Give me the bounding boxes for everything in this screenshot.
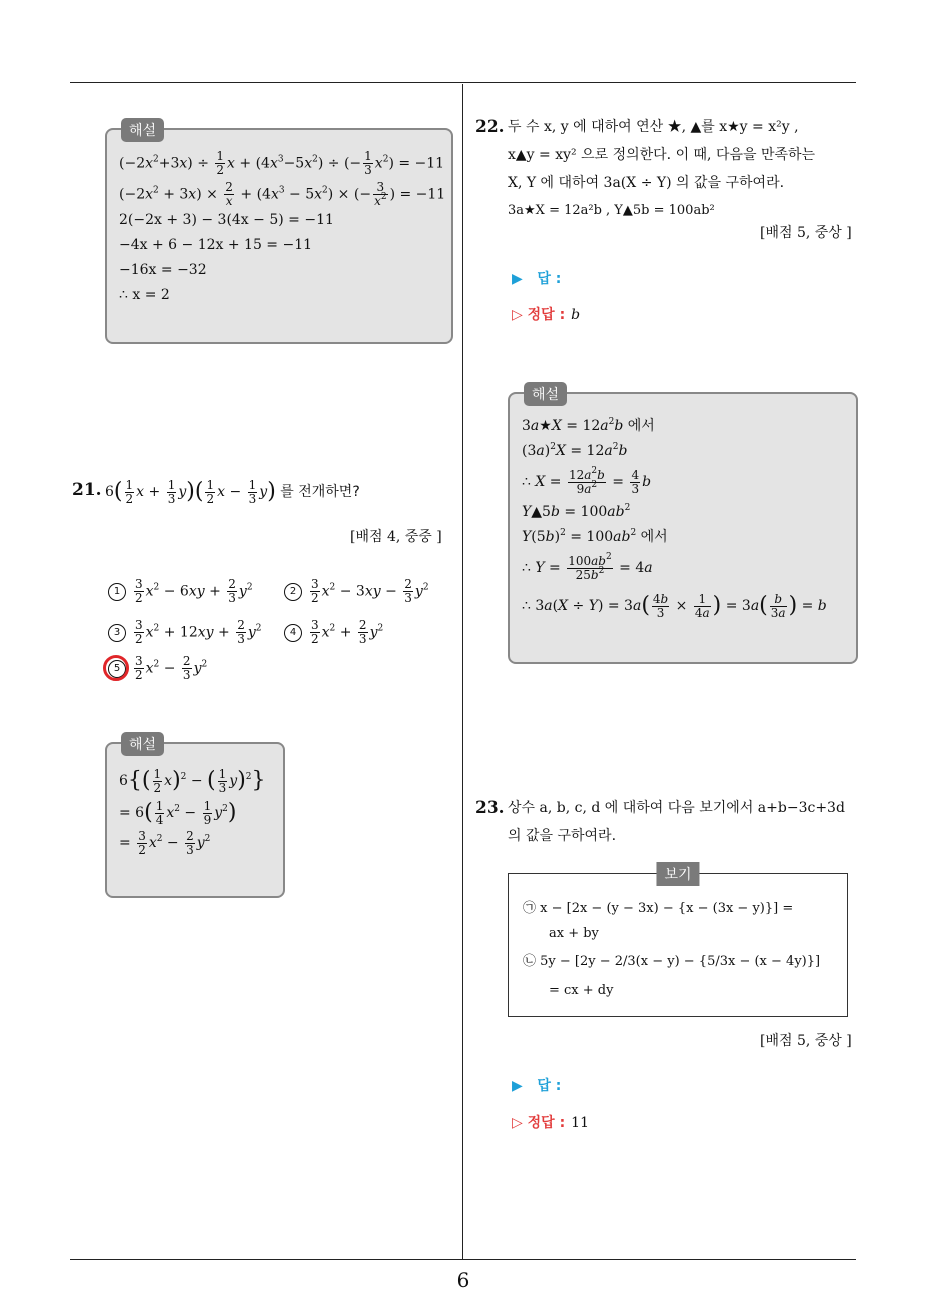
q23-answer-field[interactable]: ▶ 답 :: [512, 1078, 562, 1094]
q23-bogi-line-3: ㉡ 5y − [2y − 2/3(x − y) − {5/3x − (x − 4y)}]: [523, 954, 821, 969]
q21-choice-4[interactable]: 4 $\frac{3}{2}$ $x^2$ + $\frac{2}{3}$ $y^2$: [284, 619, 383, 646]
q22-number: 22.: [475, 117, 505, 137]
q21-solution-box: [105, 737, 285, 898]
q22-line-1: 두 수 x, y 에 대하여 연산 ★, ▲를 x★y = x²y ,: [508, 119, 799, 135]
q22-sol-line-6: ∴ Y = $\frac{100ab^2}{25b^2}$ = 4a: [522, 551, 653, 582]
q22-sol-line-2: $(3a)^2X = 12a^2b$: [522, 442, 628, 459]
q20-sol-line-6: ∴ x = 2: [119, 287, 170, 303]
top-rule: [70, 82, 856, 83]
q22-line-3: X, Y 에 대하여 3a(X ÷ Y) 의 값을 구하여라.: [508, 175, 785, 191]
q21-sol-line-2: = 6( $\frac{1}{4}$ $x^2$ − $\frac{1}{9}$ $y^2$): [119, 798, 237, 827]
q23-correct-value: 11: [571, 1115, 589, 1131]
q22-sol-line-4: Y▲5b = $100ab^2$: [522, 503, 631, 520]
q21-text: 를 전개하면?: [280, 484, 360, 500]
bottom-rule: [70, 1259, 856, 1260]
q21-number: 21.: [72, 480, 102, 500]
q21-choice-3[interactable]: 3 $\frac{3}{2}$ $x^2 + 12xy$ + $\frac{2}{3}$ $y^2$: [108, 619, 261, 646]
q23-number: 23.: [475, 798, 505, 818]
answer-label: 답 :: [537, 271, 562, 287]
q21-choice-1[interactable]: 1 $\frac{3}{2}$ $x^2 - 6xy$ + $\frac{2}{3}$ $y^2$: [108, 578, 253, 605]
q20-sol-line-2: $(-2x^2 + 3x)$ × $\frac{2}{x}$ + $(4x^3 - 5x^2)$ × (− $\frac{3}{x^2}$ ) = −11: [119, 180, 446, 208]
q21-question: 6( $\frac{1}{2}$ x + $\frac{1}{3}$ y)( $\frac{1}{2}$ x − $\frac{1}{3}$ y) 를 전개하면?: [105, 477, 360, 506]
answer-label: 답 :: [537, 1078, 562, 1094]
solution-tag: 해설: [121, 118, 164, 142]
q22-correct-value: b: [571, 307, 581, 323]
bogi-tag: 보기: [656, 862, 699, 886]
q21-choice-5[interactable]: 5 $\frac{3}{2}$ $x^2$ − $\frac{2}{3}$ $y^2$: [108, 655, 207, 682]
q20-sol-line-4: −4x + 6 − 12x + 15 = −11: [119, 237, 313, 253]
column-divider: [462, 84, 463, 1259]
q23-meta: [배점 5, 중상 ]: [760, 1033, 852, 1049]
q22-question: [508, 113, 858, 225]
q21-sol-line-3: = $\frac{3}{2}$ $x^2$ − $\frac{2}{3}$ $y^2$: [119, 828, 211, 857]
q23-bogi-line-4: = cx + dy: [549, 983, 614, 998]
q21-sol-line-1: 6{( $\frac{1}{2}$ x)$^2$ − ( $\frac{1}{3}$ y)$^2$}: [119, 766, 266, 795]
q22-meta: [배점 5, 중상 ]: [760, 225, 852, 241]
q23-line-1: 상수 a, b, c, d 에 대하여 다음 보기에서 a+b−3c+3d: [508, 800, 845, 816]
selected-answer-circle: [103, 655, 129, 681]
q22-sol-line-1: 3a★X = $12a^2b$ 에서: [522, 417, 655, 434]
q22-sol-line-5: $Y(5b)^2 = 100ab^2$ 에서: [522, 528, 668, 545]
q22-sol-line-7: ∴ 3a(X ÷ Y) = 3a( $\frac{4b}{3}$ × $\frac{1}{4a}$ ) = 3a( $\frac{b}{3a}$ ) = b: [522, 591, 827, 620]
q22-solution-box: [508, 387, 858, 664]
solution-tag: 해설: [121, 732, 164, 756]
q23-question: [508, 794, 860, 850]
page-number: 6: [456, 1268, 470, 1292]
q23-bogi-line-2: ax + by: [549, 926, 599, 941]
q23-bogi-line-1: ㉠ x − [2x − (y − 3x) − {x − (3x − y)}] =: [523, 901, 794, 916]
solution-tag: 해설: [524, 382, 567, 406]
q23-correct-answer: ▷ 정답 : 11: [512, 1115, 589, 1131]
q22-line-2: x▲y = xy² 으로 정의한다. 이 때, 다음을 만족하는: [508, 147, 816, 163]
q23-bogi-box: [508, 867, 848, 1017]
correct-label: 정답 :: [527, 307, 566, 323]
q20-sol-line-5: −16x = −32: [119, 262, 207, 278]
q22-correct-answer: ▷ 정답 : b: [512, 307, 581, 323]
q21-choice-2[interactable]: 2 $\frac{3}{2}$ $x^2 - 3xy$ − $\frac{2}{3}$ $y^2$: [284, 578, 429, 605]
q20-sol-line-1: $(-2x^2+3x)$ ÷ $\frac{1}{2}$ $x + (4x^3-5x^2)$ ÷ (− $\frac{1}{3}$ $x^2) = -11$: [119, 149, 445, 177]
q21-meta: [배점 4, 중중 ]: [350, 529, 442, 545]
q20-solution-box: [105, 123, 453, 344]
q20-sol-line-3: 2(−2x + 3) − 3(4x − 5) = −11: [119, 212, 334, 228]
q22-line-4: 3a★X = 12a²b , Y▲5b = 100ab²: [508, 203, 715, 218]
q22-answer-field[interactable]: ▶ 답 :: [512, 271, 562, 287]
q22-sol-line-3: ∴ X = $\frac{12a^2b}{9a^2}$ = $\frac{4}{3}$ b: [522, 465, 652, 496]
q23-line-2: 의 값을 구하여라.: [508, 828, 617, 844]
correct-label: 정답 :: [527, 1115, 566, 1131]
